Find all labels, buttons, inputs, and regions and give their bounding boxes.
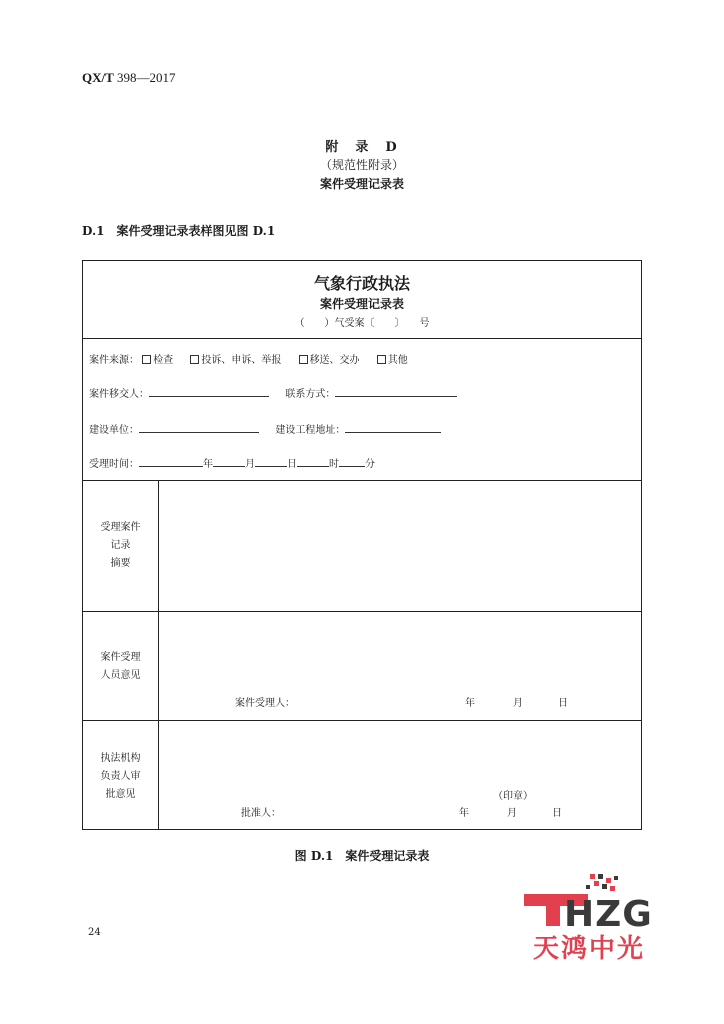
checkbox-icon[interactable] xyxy=(299,355,308,364)
handler-label: 案件受理人： xyxy=(235,698,295,709)
transfer-person-label: 案件移交人： xyxy=(89,389,149,400)
minute-field[interactable] xyxy=(339,456,365,467)
unit-row xyxy=(89,421,441,436)
checkbox-icon[interactable] xyxy=(142,355,151,364)
standard-code-prefix: QX/T xyxy=(82,70,114,85)
section-number: D.1 xyxy=(82,224,105,238)
summary-label: 受理案件 记录 摘要 xyxy=(100,522,141,569)
transfer-person-field[interactable] xyxy=(149,386,269,397)
address-field[interactable] xyxy=(345,422,441,433)
hour-field[interactable] xyxy=(297,456,329,467)
appendix-name: 案件受理记录表 xyxy=(319,177,404,191)
unit-field[interactable] xyxy=(139,422,259,433)
opinion-year: 年 xyxy=(465,698,475,709)
logo-pixel-mosaic xyxy=(586,874,618,891)
section-text: 案件受理记录表样图见图 D.1 xyxy=(116,224,276,238)
contact-label: 联系方式： xyxy=(285,389,336,400)
address-label: 建设工程地址： xyxy=(275,425,346,436)
opinion-label: 案件受理 人员意见 xyxy=(100,652,141,681)
hour-label: 时 xyxy=(329,459,339,470)
option-inspection: 检查 xyxy=(153,355,174,366)
opinion-month: 月 xyxy=(513,698,523,709)
option-other: 其他 xyxy=(387,355,408,366)
time-label: 受理时间： xyxy=(89,459,139,470)
approver-label: 批准人： xyxy=(241,808,281,819)
divider xyxy=(83,611,641,612)
unit-label: 建设单位： xyxy=(89,425,139,436)
divider xyxy=(83,338,641,339)
standard-code xyxy=(82,70,176,86)
approval-year: 年 xyxy=(459,808,469,819)
day-field[interactable] xyxy=(255,456,287,467)
transfer-row xyxy=(89,385,457,400)
case-source-label: 案件来源： xyxy=(89,355,139,366)
page-number: 24 xyxy=(88,927,101,938)
form-number-line: （ ）气受案〔 〕 号 xyxy=(294,318,430,329)
approval-label: 执法机构 负责人审 批意见 xyxy=(100,753,141,800)
appendix-title: 附 录 D xyxy=(325,140,399,155)
checkbox-icon[interactable] xyxy=(377,355,386,364)
opinion-day: 日 xyxy=(558,698,568,709)
form-title: 气象行政执法 xyxy=(313,274,410,293)
case-source-row xyxy=(89,351,422,366)
form-subtitle: 案件受理记录表 xyxy=(319,297,404,311)
figure-caption: 图 D.1 案件受理记录表 xyxy=(294,849,430,863)
day-label: 日 xyxy=(287,459,297,470)
time-row xyxy=(89,455,375,470)
year-label: 年 xyxy=(203,459,213,470)
approval-month: 月 xyxy=(507,808,517,819)
month-label: 月 xyxy=(245,459,255,470)
summary-field[interactable] xyxy=(159,481,641,611)
standard-code-suffix: 398—2017 xyxy=(117,70,176,85)
approval-day: 日 xyxy=(552,808,562,819)
record-form xyxy=(82,260,642,830)
section-heading xyxy=(82,222,287,239)
divider xyxy=(83,720,641,721)
minute-label: 分 xyxy=(365,459,375,470)
appendix-note: （规范性附录） xyxy=(319,158,404,172)
month-field[interactable] xyxy=(213,456,245,467)
seal-label: （印章） xyxy=(493,791,533,802)
contact-field[interactable] xyxy=(335,386,457,397)
option-complaint: 投诉、申诉、举报 xyxy=(201,355,282,366)
year-field[interactable] xyxy=(139,456,203,467)
option-transfer: 移送、交办 xyxy=(309,355,360,366)
logo-chinese-text: 天鸿中光 xyxy=(533,934,646,964)
logo-letters-text: HZG xyxy=(564,894,653,935)
checkbox-icon[interactable] xyxy=(190,355,199,364)
